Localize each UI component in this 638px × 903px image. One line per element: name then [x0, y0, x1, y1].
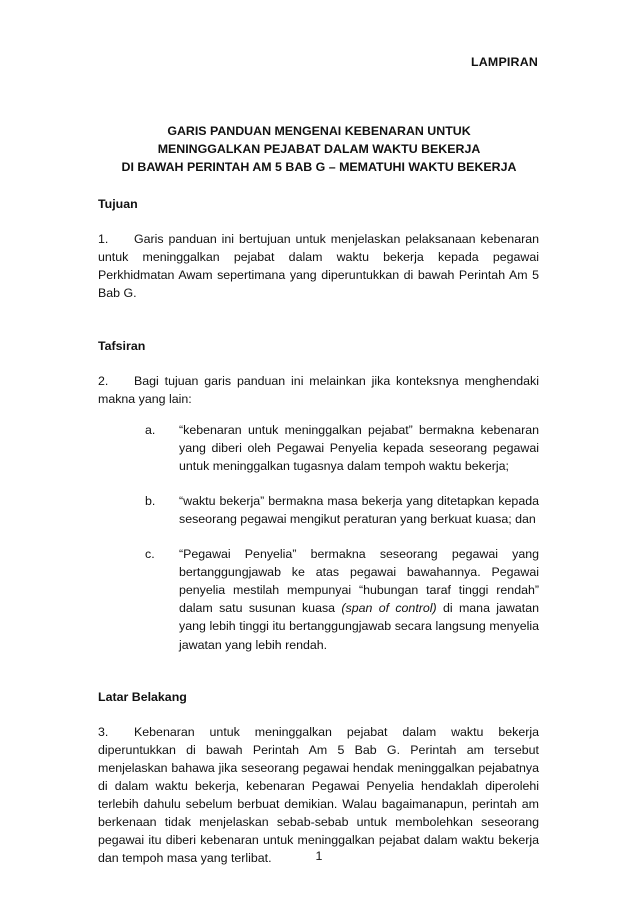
section-heading-tujuan: Tujuan — [98, 197, 138, 211]
page-number: 1 — [315, 849, 323, 863]
attachment-label: LAMPIRAN — [471, 55, 538, 69]
list-item-text-part: “Pegawai Penyelia” bermakna seseorang pegawai yang bertanggungjawab ke atas pegawai bawahannya. Pegawai penyelia mestilah mempunyai “hubungan taraf tinggi rendah” dalam satu susunan kuasa — [179, 547, 539, 616]
paragraph-number: 1. — [98, 232, 109, 246]
list-item-text — [179, 545, 539, 654]
paragraph-text: Kebenaran untuk meninggalkan pejabat dalam waktu bekerja diperuntukkan di bawah Perintah Am 5 Bab G. Perintah am tersebut menjelaskan bahawa jika seseorang pegawai hendak meninggalkan pejabatnya di dalam waktu bekerja, kebenaran Pegawai Penyelia hendaklah diperolehi terlebih dahulu sebelum berbuat demikian. Walau bagaimanapun, perintah am berkenaan tidak menjelaskan sebab-sebab untuk membolehkan seseorang pegawai itu diberi kebenaran untuk meninggalkan pejabat dalam waktu bekerja dan tempoh masa yang terlibat. — [98, 724, 539, 866]
paragraph-1 — [98, 230, 539, 302]
section-heading-tafsiran: Tafsiran — [98, 339, 146, 354]
paragraph-number: 3. — [98, 724, 109, 739]
list-item — [145, 492, 539, 528]
paragraph-2 — [98, 372, 539, 408]
paragraph-number: 2. — [98, 374, 109, 389]
section-heading-latar-belakang: Latar Belakang — [98, 689, 187, 704]
list-item-letter: c. — [145, 547, 155, 562]
list-item — [145, 545, 539, 654]
list-item-text-part: di mana jawatan yang lebih tinggi itu bertanggungjawab secara langsung menyelia jawatan yang lebih rendah. — [179, 601, 539, 652]
title-line-1: GARIS PANDUAN MENGENAI KEBENARAN UNTUK — [167, 124, 471, 138]
title-line-3: DI BAWAH PERINTAH AM 5 BAB G – MEMATUHI WAKTU BEKERJA — [121, 160, 517, 174]
title-line-2: MENINGGALKAN PEJABAT DALAM WAKTU BEKERJA — [157, 142, 481, 156]
definition-list — [145, 421, 539, 654]
list-item-text-italic: (span of control) — [341, 601, 437, 616]
paragraph-text: Bagi tujuan garis panduan ini melainkan jika konteksnya menghendaki makna yang lain: — [98, 374, 539, 407]
list-item — [145, 421, 539, 475]
list-item-letter: a. — [145, 422, 156, 437]
list-item-text: “kebenaran untuk meninggalkan pejabat” bermakna kebenaran yang diberi oleh Pegawai Penyelia kepada seseorang pegawai untuk meninggalkan tugasnya dalam tempoh waktu bekerja; — [179, 422, 539, 473]
paragraph-3 — [98, 723, 539, 868]
document-title — [98, 122, 540, 176]
paragraph-text: Garis panduan ini bertujuan untuk menjelaskan pelaksanaan kebenaran untuk meninggalkan pejabat dalam waktu bekerja kepada pegawai Perkhidmatan Awam sepertimana yang diperuntukkan di bawah Perintah Am 5 Bab G. — [98, 232, 539, 301]
document-body — [98, 195, 539, 867]
list-item-text: “waktu bekerja” bermakna masa bekerja yang ditetapkan kepada seseorang pegawai mengikut peraturan yang berkuat kuasa; dan — [179, 493, 539, 526]
list-item-letter: b. — [145, 493, 156, 508]
